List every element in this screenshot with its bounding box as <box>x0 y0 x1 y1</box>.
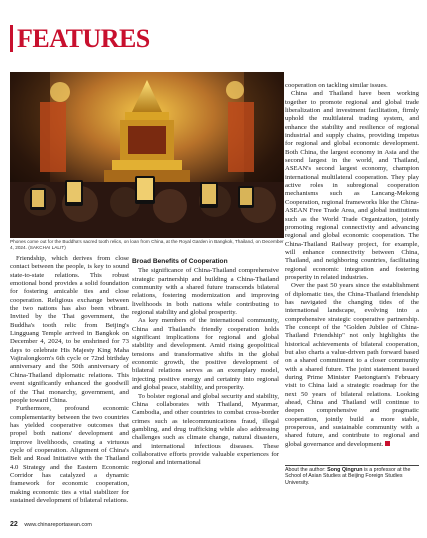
subheading: Broad Benefits of Cooperation <box>132 258 228 265</box>
page-footer <box>10 521 92 528</box>
author-note-prefix: About the author: <box>285 467 326 473</box>
paragraph: China and Thailand have been working together to promote regional and global trade liberalization and investment facilitation, firmly uphold the multilateral trading system, and enhance the stability and resilience of regional industrial and supply chains, providing impetus for regional and global economic development. Both China, the largest economy in Asia and the second largest in the world, and Thailand, ASEAN's second largest economy, champion international multilateral cooperation. They play active roles in subregional cooperation mechanisms such as Lancang-Mekong Cooperation, regional frameworks like the China-ASEAN Free Trade Area, and global institutions such as the World Trade Organization, jointly promoting regional connectivity and advancing regional and global economic cooperation. The China-Thailand Railway project, for example, will enhance connectivity between China, Thailand, and neighboring countries, facilitating regional economic integration and fostering prosperity in related industries. <box>285 90 419 281</box>
photo-caption: Phones come out for the Buddha's sacred tooth relics, on loan from China, at the Royal Garden in Bangkok, Thailand, on December 4, 2024. (SAKCHAI LALIT) <box>10 239 284 250</box>
paragraph: As key members of the international community, China and Thailand's friendly cooperation holds significant implications for regional and global stability and development. Amid rising geopolitical tensions and transformative shifts in the global economic growth, the positive development of bilateral relations serves as an exemplary model, injecting positive energy and certainty into regional and global peace, stability, and prosperity. <box>132 317 279 392</box>
author-name: Song Qingrun <box>327 467 363 473</box>
article-column-2 <box>132 255 279 468</box>
paragraph <box>285 282 419 449</box>
section-header <box>10 18 150 52</box>
author-note <box>285 467 419 486</box>
paragraph: Furthermore, profound economic complementarity between the two countries has yielded cooperative outcomes that propel both nations' development and improve livelihoods, creating a virtuous cycle of cooperation. Alignment of China's Belt and Road Initiative with the Thailand 4.0 Strategy and the Eastern Economic Corridor has catalyzed a dynamic framework for economic cooperation, making economic ties a vital stabilizer for sustained development of bilateral relations. <box>10 405 129 504</box>
section-title: FEATURES <box>17 24 150 53</box>
article-column-3 <box>285 82 419 449</box>
article-column-1 <box>10 255 129 505</box>
footer-url[interactable]: www.chinareportasean.com <box>24 522 92 528</box>
author-note-text: is a professor at the School of Asian Studies at Beijing Foreign Studies University. <box>285 467 411 486</box>
paragraph-text: Over the past 50 years since the establishment of diplomatic ties, the China-Thailand friendship has navigated the changing tides of the international landscape, evolving into a comprehensive strategic cooperative partnership. The concept of the "Golden Jubilee of China-Thailand Friendship" not only highlights the historical achievements of bilateral cooperation, but also charts a value-driven path forward based on a shared commitment to a closer community with a shared future. The joint statement issued during Prime Minister Paetongtarn's February visit to China laid a strategic roadmap for the next 50 years of bilateral relations. Looking ahead, China and Thailand will continue to deepen comprehensive and pragmatic cooperation, jointly build a more stable, prosperous, and sustainable community with a shared future, and contribute to regional and global governance and development. <box>285 282 419 448</box>
section-accent-bar <box>10 25 13 52</box>
divider <box>285 465 419 466</box>
paragraph: To bolster regional and global security and stability, China collaborates with Thailand, Myanmar, Cambodia, and other countries to combat cross-border crimes such as telecommunications fraud, illegal gambling, and drug trafficking while also addressing challenges such as climate change, natural disasters, and international infectious diseases. These collaborative efforts provide valuable experiences for regional and international <box>132 392 279 467</box>
feature-photo <box>10 72 284 238</box>
page-number: 22 <box>10 521 18 528</box>
paragraph: Friendship, which derives from close contact between the people, is key to sound state-to-state relations. This robust emotional bond provides a solid foundation for fostering amicable ties and close cooperation. Religious exchange between the two nations has also been vibrant. Invited by the Thai government, the Buddha's tooth relic from Beijing's Lingguang Temple arrived in Bangkok on December 4, 2024, to be enshrined for 73 days to celebrate His Majesty King Maha Vajiralongkorn's 6th cycle or 72nd birthday anniversary and the 50th anniversary of China-Thailand diplomatic relations. This event significantly enhanced the goodwill of the Thai monarchy, government, and people toward China. <box>10 255 129 404</box>
paragraph: cooperation on tackling similar issues. <box>285 82 388 89</box>
paragraph: The significance of China-Thailand comprehensive strategic partnership and building a China-Thailand community with a shared future transcends bilateral relations, fostering modernization and improving livelihoods in both nations while contributing to regional stability and global prosperity. <box>132 267 279 317</box>
end-of-article-mark <box>385 441 390 446</box>
